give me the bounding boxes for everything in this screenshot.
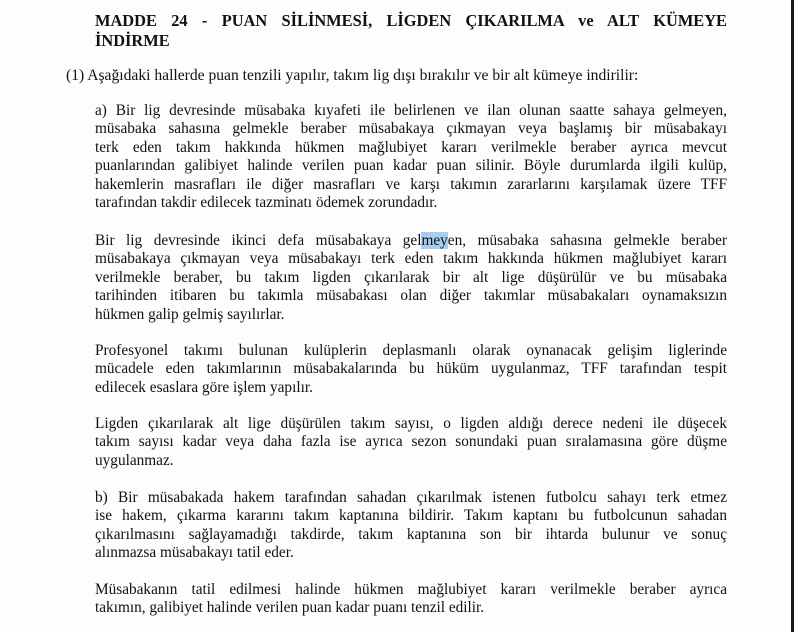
text-line: b) Bir müsabakada hakem tarafından sahadan çıkarılmak istenen futbolcu sahayı terk etmez xyxy=(95,489,727,506)
text-segment: en, müsabaka sahasına gelmekle beraber xyxy=(447,232,727,249)
text-line: ise hakem, çıkarma kararını takım kaptanına bildirir. Takım kaptanı bu futbolcunun sahadan xyxy=(95,507,727,525)
text-line: Müsabakanın tatil edilmesi halinde hükmen mağlubiyet kararı verilmekle beraber ayrıca xyxy=(95,581,727,598)
text-line: takımın, galibiyet halinde verilen puan kadar puanı tenzil edilir. xyxy=(95,599,485,617)
text-line: müsabaka sahasına gelmekle beraber müsabakaya çıkmayan veya başlamış bir müsabakayı xyxy=(95,120,727,138)
text-line: terk eden takım hakkında hükmen mağlubiyet kararı verilmekle beraber ayrıca mevcut xyxy=(95,138,727,156)
text-line: edilecek esaslara göre işlem yapılır. xyxy=(95,378,313,396)
text-line-with-selection[interactable] xyxy=(95,232,727,250)
text-line: Ligden çıkarılarak alt lige düşürülen takım sayısı, o ligden aldığı derece nedeni ile düşecek xyxy=(95,415,727,432)
paragraph-second-absence xyxy=(95,232,727,324)
paragraph-b xyxy=(95,489,727,563)
text-line: puanlarından galibiyet halinde verilen puan kadar puan silinir. Böyle durumlarda ilgili kulüp, xyxy=(95,157,727,175)
text-line: alınmazsa müsabakayı tatil eder. xyxy=(95,544,294,562)
text-line: Profesyonel takımı bulunan kulüplerin deplasmanlı olarak oynanacak gelişim liglerinde xyxy=(95,342,727,359)
text-line: hükmen galip gelmiş sayılırlar. xyxy=(95,305,285,323)
article-heading-line-1: MADDE 24 - PUAN SİLİNMESİ, LİGDEN ÇIKARILMA ve ALT KÜMEYE xyxy=(95,11,727,30)
text-line: tarafından takdir edilecek tazminatı ödemek zorundadır. xyxy=(95,194,438,212)
text-line: mücadele eden takımlarının müsabakalarında bu hüküm uygulanmaz, TFF tarafından tespit xyxy=(95,360,727,378)
intro-clause: (1) Aşağıdaki hallerde puan tenzili yapılır, takım lig dışı bırakılır ve bir alt kümeye indirilir: xyxy=(66,67,639,84)
text-line: çıkarılmasını sağlayamadığı takdirde, takım kaptanına son bir ihtarda bulunur ve sonuç xyxy=(95,525,727,543)
text-segment: Bir lig devresinde ikinci defa müsabakaya gel xyxy=(95,232,422,249)
selected-text[interactable]: mey xyxy=(421,232,448,249)
text-line: verilmekle beraber, bu takım ligden çıkarılarak bir alt lige düşürülür ve bu müsabaka xyxy=(95,268,727,286)
text-line: müsabakaya çıkmayan veya müsabakayı terk eden takım hakkında hükmen mağlubiyet kararı xyxy=(95,250,727,268)
paragraph-professional-teams xyxy=(95,342,727,397)
text-line: hakemlerin masrafları ile diğer masrafları ve karşı takımın zararlarını karşılamak üzere TFF xyxy=(95,175,727,193)
text-line: tarihinden itibaren bu takımla müsabakası olan diğer takımlar müsabakaları oynamaksızın xyxy=(95,287,727,305)
article-heading-line-2: İNDİRME xyxy=(95,31,170,50)
paragraph-a xyxy=(95,102,727,212)
article-heading xyxy=(95,11,727,51)
text-line: takım sayısı kadar veya daha fazla ise ayrıca sezon sonundaki puan sıralamasına göre düşme xyxy=(95,433,727,451)
paragraph-suspension xyxy=(95,581,727,618)
paragraph-relegated-count xyxy=(95,415,727,470)
text-line: uygulanmaz. xyxy=(95,451,174,469)
text-line: a) Bir lig devresinde müsabaka kıyafeti ile belirlenen ve ilan olunan saatte sahaya gelmeyen, xyxy=(95,102,727,119)
